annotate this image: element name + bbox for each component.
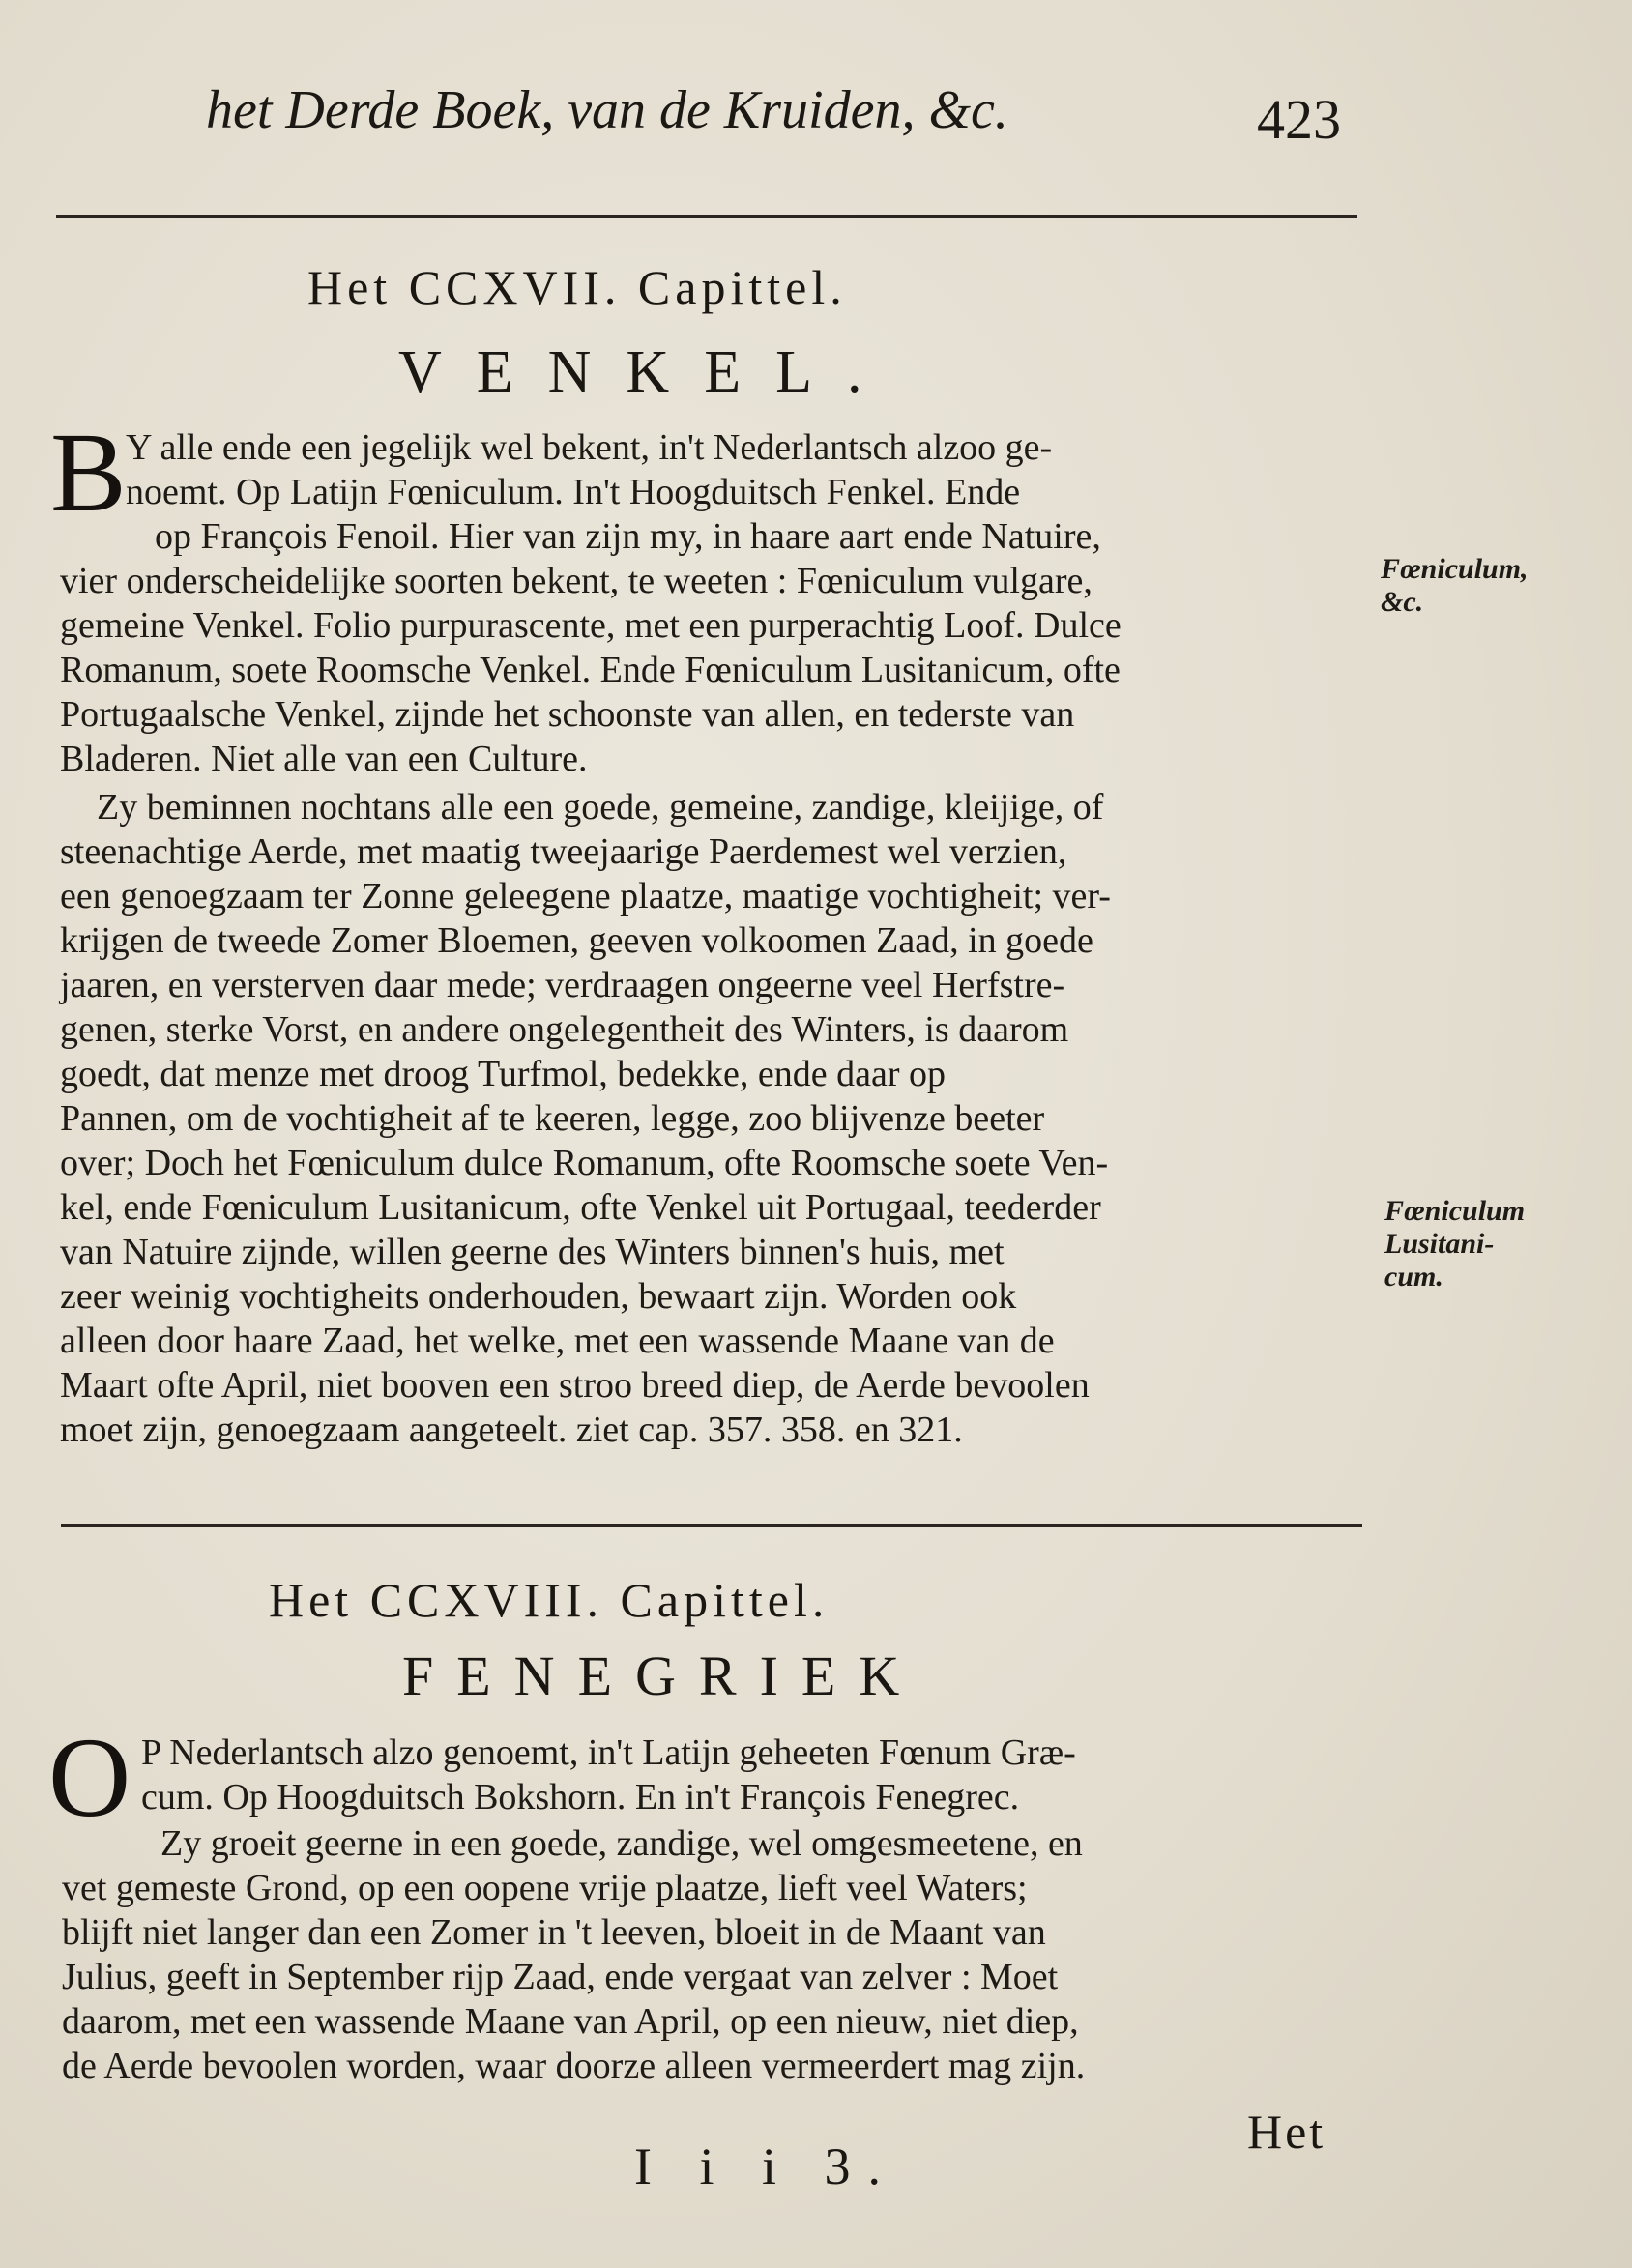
paragraph-line: op François Fenoil. Hier van zijn my, in haare aart ende Natuire,: [155, 516, 1101, 557]
paragraph-line: kel, ende Fœniculum Lusitanicum, ofte Venkel uit Portugaal, teederder: [60, 1187, 1101, 1228]
paragraph-line: Portugaalsche Venkel, zijnde het schoonste van allen, en tederste van: [60, 694, 1075, 735]
margin-note-line: Fœniculum: [1384, 1195, 1526, 1227]
paragraph-line: P Nederlantsch alzo genoemt, in't Latijn geheeten Fœnum Græ-: [141, 1732, 1076, 1773]
paragraph-line: van Natuire zijnde, willen geerne des Winters binnen's huis, met: [60, 1232, 1005, 1272]
paragraph-line: een genoegzaam ter Zonne geleegene plaatze, maatige vochtigheit; ver-: [60, 876, 1111, 916]
paragraph-line: blijft niet langer dan een Zomer in 't leeven, bloeit in de Maant van: [62, 1912, 1046, 1953]
paragraph-line: zeer weinig vochtigheits onderhouden, bewaart zijn. Worden ook: [60, 1276, 1017, 1317]
section-divider-rule: [61, 1524, 1362, 1527]
margin-note-line: Lusitani-: [1384, 1228, 1495, 1260]
paragraph-line: daarom, met een wassende Maane van April, op een nieuw, niet diep,: [62, 2001, 1079, 2042]
paragraph-line: Pannen, om de vochtigheit af te keeren, legge, zoo blijvenze beeter: [60, 1098, 1045, 1139]
chapter-title-venkel: VENKEL.: [398, 339, 897, 405]
bleed-through-decoration: [174, 319, 220, 396]
margin-note-foeniculum-lusitanicum: [1384, 1195, 1525, 1294]
paragraph-line: Y alle ende een jegelijk wel bekent, in't Nederlantsch alzoo ge-: [126, 427, 1053, 468]
paragraph-line: krijgen de tweede Zomer Bloemen, geeven volkoomen Zaad, in goede: [60, 920, 1093, 961]
paragraph-line: steenachtige Aerde, met maatig tweejaarige Paerdemest wel verzien,: [60, 831, 1067, 872]
drop-cap-o: O: [48, 1714, 131, 1841]
paragraph-line: Zy beminnen nochtans alle een goede, gemeine, zandige, kleijige, of: [97, 787, 1104, 828]
margin-note-line: Fœniculum,: [1381, 553, 1529, 585]
drop-cap-b: B: [50, 409, 127, 536]
paragraph-line: Romanum, soete Roomsche Venkel. Ende Fœniculum Lusitanicum, ofte: [60, 650, 1121, 690]
margin-note-line: &c.: [1381, 586, 1424, 618]
paragraph-line: Julius, geeft in September rijp Zaad, ende vergaat van zelver : Moet: [62, 1957, 1059, 1997]
paragraph-line: gemeine Venkel. Folio purpurascente, met een purperachtig Loof. Dulce: [60, 605, 1122, 646]
paragraph-line: vier onderscheidelijke soorten bekent, te weeten : Fœniculum vulgare,: [60, 561, 1093, 601]
paragraph-line: noemt. Op Latijn Fœniculum. In't Hoogduitsch Fenkel. Ende: [126, 472, 1021, 512]
running-head: het Derde Boek, van de Kruiden, &c.: [206, 80, 1008, 140]
paragraph-line: Zy groeit geerne in een goede, zandige, wel omgesmeetene, en: [160, 1823, 1083, 1864]
chapter-heading-ccxviii: Het CCXVIII. Capittel.: [269, 1573, 830, 1627]
chapter-title-fenegriek: FENEGRIEK: [402, 1644, 923, 1707]
paragraph-line: Bladeren. Niet alle van een Culture.: [60, 739, 588, 779]
page-number: 423: [1257, 88, 1341, 151]
paragraph-line: moet zijn, genoegzaam aangeteelt. ziet cap. 357. 358. en 321.: [60, 1410, 963, 1450]
paragraph-line: goedt, dat menze met droog Turfmol, bedekke, ende daar op: [60, 1054, 946, 1094]
margin-note-line: cum.: [1384, 1261, 1443, 1293]
paragraph-line: de Aerde bevoolen worden, waar doorze alleen vermeerdert mag zijn.: [62, 2046, 1086, 2086]
chapter-heading-ccxvii: Het CCXVII. Capittel.: [307, 260, 847, 314]
paragraph-line: alleen door haare Zaad, het welke, met een wassende Maane van de: [60, 1321, 1055, 1361]
paragraph-line: over; Doch het Fœniculum dulce Romanum, ofte Roomsche soete Ven-: [60, 1143, 1109, 1183]
paragraph-line: Maart ofte April, niet booven een stroo breed diep, de Aerde bevoolen: [60, 1365, 1090, 1406]
signature-mark: I i i 3.: [634, 2137, 898, 2195]
margin-note-foeniculum: [1381, 553, 1529, 619]
paragraph-line: cum. Op Hoogduitsch Bokshorn. En in't François Fenegrec.: [141, 1777, 1020, 1817]
catchword: Het: [1247, 2105, 1326, 2159]
paragraph-line: vet gemeste Grond, op een oopene vrije plaatze, lieft veel Waters;: [62, 1868, 1028, 1908]
top-rule: [56, 215, 1357, 218]
paragraph-line: jaaren, en versterven daar mede; verdraagen ongeerne veel Herfstre-: [60, 965, 1065, 1005]
paragraph-line: genen, sterke Vorst, en andere ongelegentheit des Winters, is daarom: [60, 1009, 1069, 1050]
